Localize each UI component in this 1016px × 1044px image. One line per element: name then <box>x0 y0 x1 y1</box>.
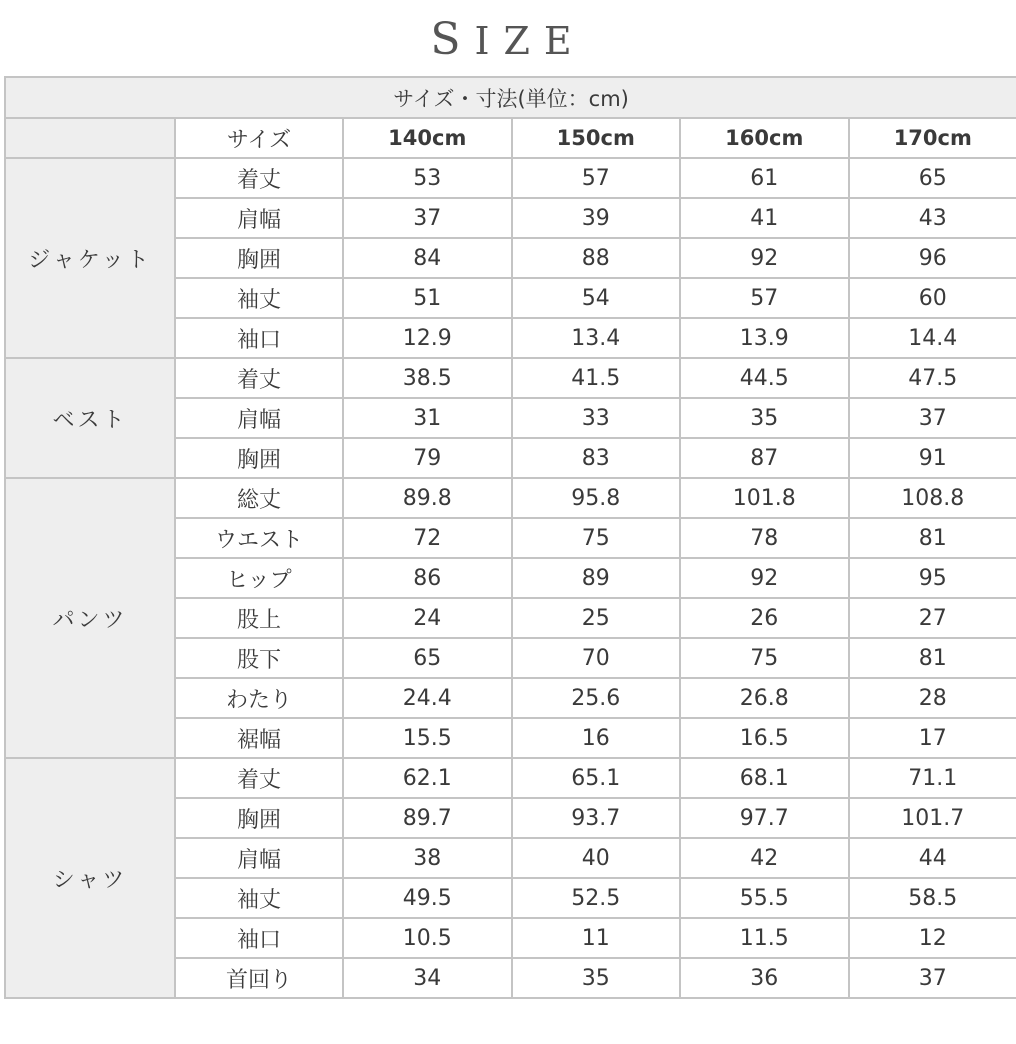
measurement-value: 81 <box>849 518 1016 558</box>
table-caption: サイズ・寸法(単位：cm) <box>5 77 1016 118</box>
measurement-label: 袖丈 <box>175 878 343 918</box>
measurement-value: 13.9 <box>680 318 849 358</box>
measurement-value: 35 <box>680 398 849 438</box>
measurement-value: 91 <box>849 438 1016 478</box>
size-header-150: 150cm <box>512 118 681 158</box>
size-header-label: サイズ <box>175 118 343 158</box>
measurement-value: 12 <box>849 918 1016 958</box>
measurement-value: 86 <box>343 558 512 598</box>
measurement-value: 15.5 <box>343 718 512 758</box>
measurement-value: 62.1 <box>343 758 512 798</box>
measurement-value: 39 <box>512 198 681 238</box>
measurement-value: 49.5 <box>343 878 512 918</box>
measurement-label: 裾幅 <box>175 718 343 758</box>
measurement-value: 42 <box>680 838 849 878</box>
measurement-value: 37 <box>849 958 1016 998</box>
measurement-value: 96 <box>849 238 1016 278</box>
size-table <box>4 76 1016 999</box>
table-row <box>5 758 1016 798</box>
measurement-value: 24.4 <box>343 678 512 718</box>
measurement-value: 47.5 <box>849 358 1016 398</box>
measurement-value: 37 <box>849 398 1016 438</box>
measurement-label: 着丈 <box>175 358 343 398</box>
measurement-label: 総丈 <box>175 478 343 518</box>
measurement-value: 93.7 <box>512 798 681 838</box>
measurement-label: 肩幅 <box>175 838 343 878</box>
measurement-label: 着丈 <box>175 158 343 198</box>
group-label: ベスト <box>5 358 175 478</box>
measurement-value: 11 <box>512 918 681 958</box>
measurement-value: 28 <box>849 678 1016 718</box>
measurement-value: 40 <box>512 838 681 878</box>
measurement-value: 70 <box>512 638 681 678</box>
measurement-value: 36 <box>680 958 849 998</box>
measurement-value: 72 <box>343 518 512 558</box>
measurement-value: 65 <box>343 638 512 678</box>
measurement-value: 44 <box>849 838 1016 878</box>
measurement-value: 44.5 <box>680 358 849 398</box>
measurement-value: 31 <box>343 398 512 438</box>
measurement-value: 14.4 <box>849 318 1016 358</box>
measurement-label: 胸囲 <box>175 238 343 278</box>
table-row <box>5 358 1016 398</box>
measurement-value: 54 <box>512 278 681 318</box>
measurement-label: 肩幅 <box>175 198 343 238</box>
measurement-value: 26 <box>680 598 849 638</box>
measurement-label: 股上 <box>175 598 343 638</box>
measurement-value: 84 <box>343 238 512 278</box>
measurement-label: 着丈 <box>175 758 343 798</box>
measurement-value: 43 <box>849 198 1016 238</box>
measurement-label: 袖丈 <box>175 278 343 318</box>
measurement-value: 92 <box>680 238 849 278</box>
measurement-value: 88 <box>512 238 681 278</box>
table-row <box>5 478 1016 518</box>
measurement-value: 16 <box>512 718 681 758</box>
measurement-value: 55.5 <box>680 878 849 918</box>
measurement-value: 16.5 <box>680 718 849 758</box>
measurement-label: 股下 <box>175 638 343 678</box>
measurement-value: 37 <box>343 198 512 238</box>
measurement-value: 60 <box>849 278 1016 318</box>
size-table-body <box>5 77 1016 998</box>
measurement-value: 89 <box>512 558 681 598</box>
measurement-value: 53 <box>343 158 512 198</box>
measurement-value: 12.9 <box>343 318 512 358</box>
measurement-value: 89.7 <box>343 798 512 838</box>
measurement-value: 83 <box>512 438 681 478</box>
header-blank-cell <box>5 118 175 158</box>
measurement-value: 71.1 <box>849 758 1016 798</box>
table-header-row <box>5 118 1016 158</box>
size-header-140: 140cm <box>343 118 512 158</box>
measurement-value: 24 <box>343 598 512 638</box>
measurement-label: ウエスト <box>175 518 343 558</box>
page-title: SIZE <box>430 14 586 65</box>
measurement-value: 57 <box>512 158 681 198</box>
measurement-value: 79 <box>343 438 512 478</box>
measurement-value: 97.7 <box>680 798 849 838</box>
measurement-value: 58.5 <box>849 878 1016 918</box>
measurement-value: 81 <box>849 638 1016 678</box>
measurement-value: 52.5 <box>512 878 681 918</box>
measurement-value: 61 <box>680 158 849 198</box>
measurement-value: 26.8 <box>680 678 849 718</box>
group-label: ジャケット <box>5 158 175 358</box>
measurement-value: 13.4 <box>512 318 681 358</box>
measurement-value: 89.8 <box>343 478 512 518</box>
measurement-value: 17 <box>849 718 1016 758</box>
measurement-value: 101.8 <box>680 478 849 518</box>
group-label: シャツ <box>5 758 175 998</box>
measurement-value: 75 <box>512 518 681 558</box>
measurement-value: 92 <box>680 558 849 598</box>
measurement-label: 肩幅 <box>175 398 343 438</box>
measurement-value: 57 <box>680 278 849 318</box>
measurement-label: 首回り <box>175 958 343 998</box>
measurement-value: 68.1 <box>680 758 849 798</box>
measurement-label: わたり <box>175 678 343 718</box>
measurement-label: 袖口 <box>175 918 343 958</box>
measurement-value: 65.1 <box>512 758 681 798</box>
measurement-value: 95 <box>849 558 1016 598</box>
measurement-value: 38 <box>343 838 512 878</box>
measurement-value: 95.8 <box>512 478 681 518</box>
table-caption-row <box>5 77 1016 118</box>
measurement-value: 87 <box>680 438 849 478</box>
measurement-label: ヒップ <box>175 558 343 598</box>
measurement-label: 胸囲 <box>175 438 343 478</box>
measurement-value: 35 <box>512 958 681 998</box>
measurement-value: 25.6 <box>512 678 681 718</box>
group-label: パンツ <box>5 478 175 758</box>
measurement-label: 胸囲 <box>175 798 343 838</box>
measurement-label: 袖口 <box>175 318 343 358</box>
measurement-value: 38.5 <box>343 358 512 398</box>
measurement-value: 78 <box>680 518 849 558</box>
size-header-170: 170cm <box>849 118 1016 158</box>
measurement-value: 33 <box>512 398 681 438</box>
measurement-value: 65 <box>849 158 1016 198</box>
measurement-value: 10.5 <box>343 918 512 958</box>
table-row <box>5 158 1016 198</box>
measurement-value: 34 <box>343 958 512 998</box>
measurement-value: 41 <box>680 198 849 238</box>
measurement-value: 101.7 <box>849 798 1016 838</box>
measurement-value: 25 <box>512 598 681 638</box>
measurement-value: 11.5 <box>680 918 849 958</box>
measurement-value: 51 <box>343 278 512 318</box>
measurement-value: 108.8 <box>849 478 1016 518</box>
size-header-160: 160cm <box>680 118 849 158</box>
measurement-value: 75 <box>680 638 849 678</box>
measurement-value: 27 <box>849 598 1016 638</box>
measurement-value: 41.5 <box>512 358 681 398</box>
